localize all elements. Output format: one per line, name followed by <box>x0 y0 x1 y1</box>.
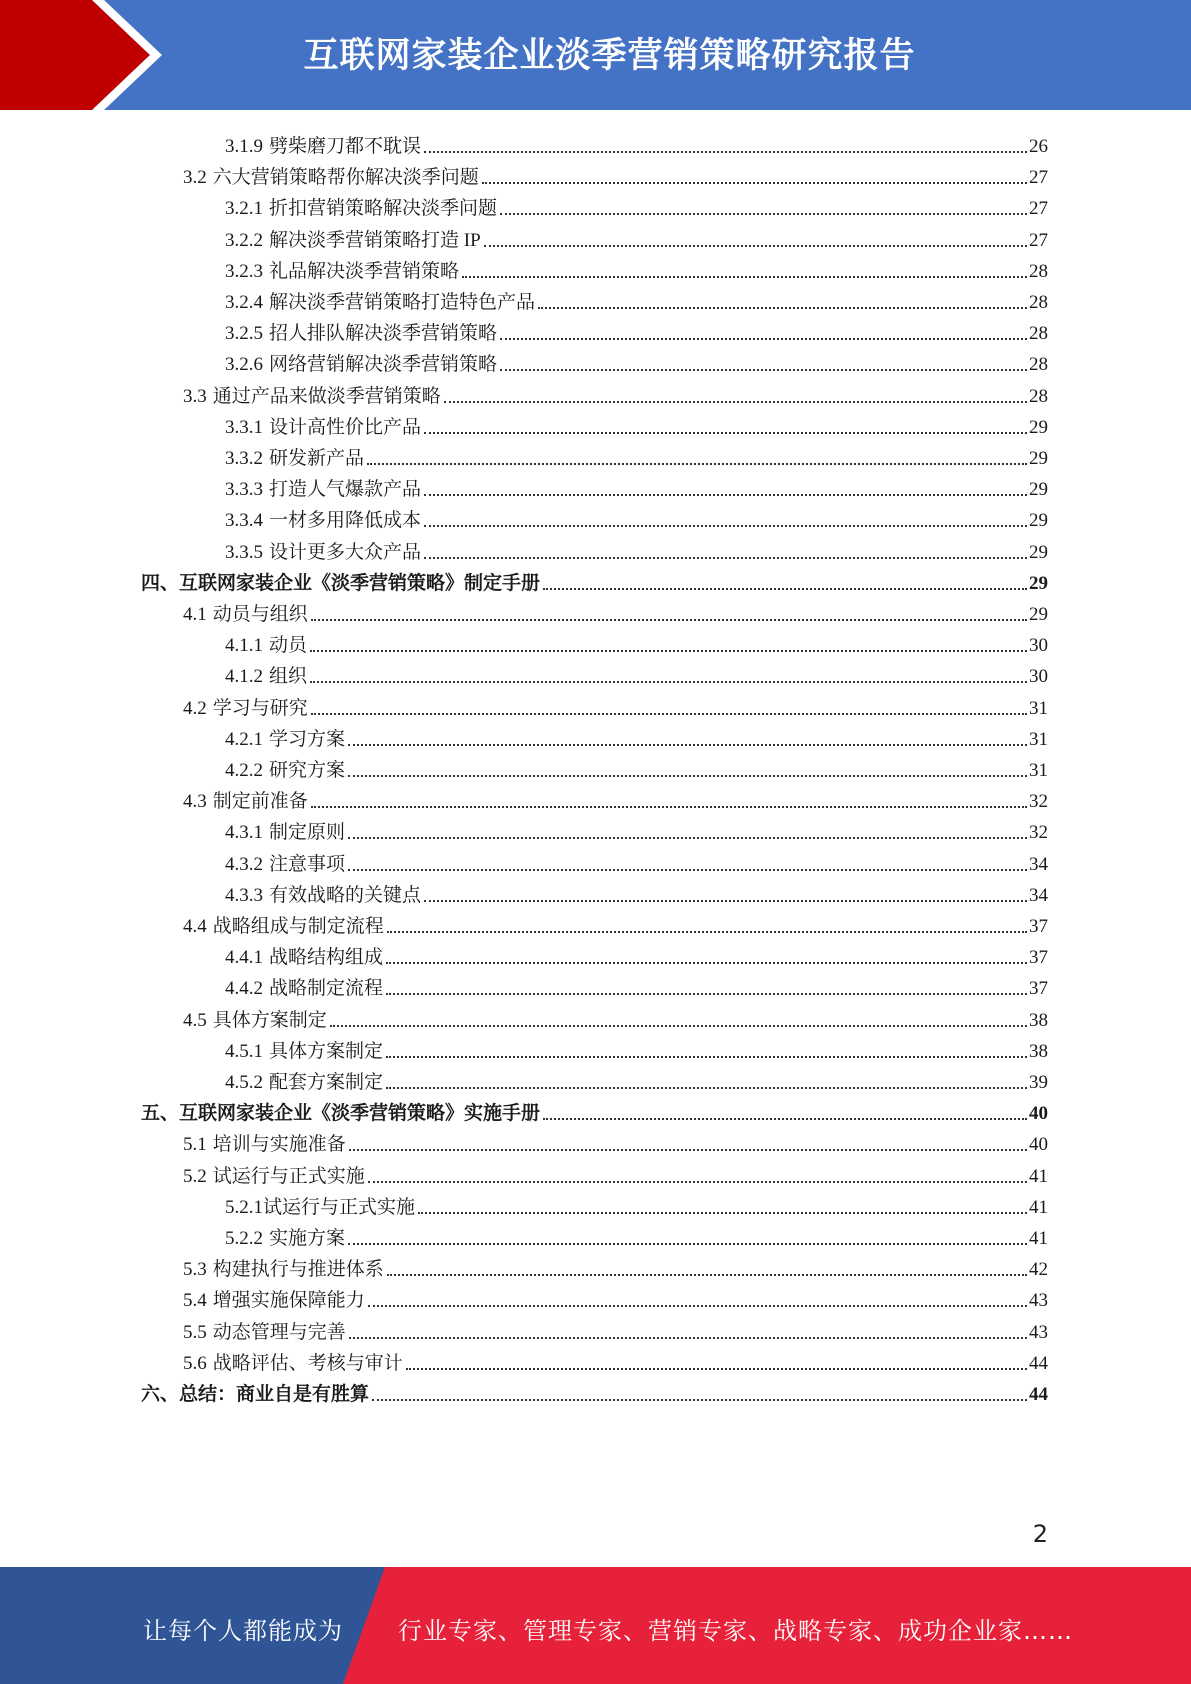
toc-entry-title: 研发新产品 <box>269 448 365 469</box>
toc-entry-page: 29 <box>1029 448 1048 469</box>
toc-entry[interactable] <box>225 1032 1048 1063</box>
toc-entry-number: 4.4 <box>183 916 207 937</box>
toc-entry[interactable] <box>141 1094 1048 1125</box>
toc-entry[interactable] <box>183 1281 1048 1312</box>
toc-entry-title: 打造人气爆款产品 <box>269 479 422 501</box>
toc-entry-page: 29 <box>1029 479 1048 501</box>
toc-entry[interactable] <box>225 1063 1048 1094</box>
toc-entry-number: 3.1.9 <box>225 136 263 157</box>
toc-entry-number: 3.3.5 <box>225 541 263 563</box>
toc-entry[interactable] <box>183 595 1048 626</box>
toc-entry-number: 4.3.1 <box>225 822 263 844</box>
toc-entry-number: 4.3 <box>183 791 207 813</box>
toc-dot-leader <box>372 1399 1027 1401</box>
toc-entry-page: 26 <box>1029 136 1048 157</box>
toc-entry-number: 5.2.2 <box>225 1228 263 1249</box>
page-header <box>0 0 1191 110</box>
toc-dot-leader <box>462 276 1027 278</box>
header-title: 互联网家装企业淡季营销策略研究报告 <box>303 36 916 76</box>
toc-entry-page: 34 <box>1029 853 1048 875</box>
toc-entry[interactable] <box>225 969 1048 1000</box>
toc-entry-page: 29 <box>1029 604 1048 625</box>
toc-dot-leader <box>349 1149 1027 1151</box>
toc-entry[interactable] <box>225 408 1048 439</box>
toc-entry-number: 5.3 <box>183 1259 207 1281</box>
toc-entry[interactable] <box>225 720 1048 751</box>
toc-entry-title: 战略组成与制定流程 <box>212 916 384 937</box>
toc-entry-title: 六大营销策略帮你解决淡季问题 <box>212 167 479 189</box>
toc-entry-number: 4.5 <box>183 1009 207 1031</box>
toc-dot-leader <box>424 525 1027 527</box>
toc-entry[interactable] <box>183 1250 1048 1281</box>
toc-entry-title: 制定前准备 <box>212 791 308 813</box>
toc-entry[interactable] <box>225 252 1048 283</box>
toc-entry[interactable] <box>183 1001 1048 1032</box>
toc-entry-page: 42 <box>1029 1259 1048 1281</box>
toc-dot-leader <box>386 1056 1027 1058</box>
toc-dot-leader <box>406 1368 1027 1370</box>
toc-entry[interactable] <box>183 1313 1048 1344</box>
toc-dot-leader <box>387 931 1027 933</box>
toc-dot-leader <box>424 900 1027 902</box>
toc-entry-number: 5.1 <box>183 1134 207 1156</box>
toc-entry-number: 5.4 <box>183 1290 207 1312</box>
toc-entry-title: 试运行与正式实施 <box>263 1196 416 1218</box>
toc-entry-number: 4.2 <box>183 697 207 719</box>
toc-entry-number: 4.3.3 <box>225 884 263 906</box>
toc-entry-title: 动员与组织 <box>212 604 308 625</box>
toc-entry-number: 3.3.4 <box>225 510 263 532</box>
toc-dot-leader <box>482 182 1027 184</box>
toc-entry-page: 32 <box>1029 791 1048 813</box>
toc-dot-leader <box>367 463 1027 465</box>
toc-entry-title: 制定原则 <box>269 822 346 844</box>
toc-entry-number: 3.3.3 <box>225 479 263 501</box>
toc-entry-page: 40 <box>1029 1134 1048 1156</box>
toc-entry-title: 一材多用降低成本 <box>269 510 422 532</box>
toc-entry-title: 具体方案制定 <box>212 1009 327 1031</box>
toc-entry[interactable] <box>183 377 1048 408</box>
toc-entry-number: 3.2.2 <box>225 229 263 251</box>
toc-entry-page: 40 <box>1029 1103 1048 1125</box>
toc-entry-title: 学习与研究 <box>212 697 308 719</box>
toc-entry-title: 有效战略的关键点 <box>269 884 422 906</box>
toc-entry-page: 30 <box>1029 666 1048 688</box>
toc-dot-leader <box>500 369 1027 371</box>
toc-dot-leader <box>424 557 1027 559</box>
toc-entry-title: 研究方案 <box>269 760 346 781</box>
page-footer <box>0 1567 1191 1684</box>
toc-dot-leader <box>386 993 1027 995</box>
toc-entry-page: 44 <box>1029 1384 1048 1405</box>
toc-entry-number: 4.4.2 <box>225 978 263 1000</box>
toc-entry-page: 41 <box>1029 1196 1048 1218</box>
toc-entry-title: 礼品解决淡季营销策略 <box>269 260 460 282</box>
toc-entry-title: 折扣营销策略解决淡季问题 <box>269 198 498 220</box>
toc-entry[interactable] <box>141 1375 1048 1406</box>
toc-entry-title: 战略评估、考核与审计 <box>212 1352 403 1374</box>
toc-entry-page: 32 <box>1029 822 1048 844</box>
toc-entry[interactable] <box>183 782 1048 813</box>
toc-entry-number: 3.2.3 <box>225 260 263 282</box>
toc-entry-page: 37 <box>1029 916 1048 937</box>
toc-entry-title: 构建执行与推进体系 <box>212 1259 384 1281</box>
toc-dot-leader <box>311 713 1027 715</box>
toc-entry[interactable] <box>225 626 1048 657</box>
toc-dot-leader <box>368 1181 1027 1183</box>
toc-entry-page: 27 <box>1029 198 1048 220</box>
toc-entry-number: 3.2 <box>183 167 207 189</box>
toc-entry-title: 四、互联网家装企业《淡季营销策略》制定手册 <box>141 572 541 594</box>
toc-entry[interactable] <box>225 1188 1048 1219</box>
toc-entry-page: 28 <box>1029 385 1048 407</box>
toc-entry-page: 34 <box>1029 884 1048 906</box>
toc-dot-leader <box>543 588 1027 590</box>
toc-entry-page: 29 <box>1029 541 1048 563</box>
toc-entry-page: 28 <box>1029 323 1048 345</box>
toc-entry-page: 43 <box>1029 1290 1048 1312</box>
toc-dot-leader <box>386 962 1027 964</box>
toc-entry-page: 29 <box>1029 572 1048 594</box>
toc-dot-leader <box>348 837 1027 839</box>
toc-entry[interactable] <box>225 345 1048 376</box>
toc-entry[interactable] <box>225 657 1048 688</box>
toc-entry[interactable] <box>225 189 1048 220</box>
toc-entry-title: 战略结构组成 <box>269 947 384 969</box>
toc-entry-page: 43 <box>1029 1321 1048 1343</box>
toc-entry-page: 31 <box>1029 760 1048 781</box>
toc-dot-leader <box>348 1243 1027 1245</box>
toc-entry[interactable] <box>225 314 1048 345</box>
toc-dot-leader <box>424 432 1027 434</box>
toc-entry-page: 31 <box>1029 728 1048 750</box>
toc-entry-title: 具体方案制定 <box>269 1040 384 1062</box>
footer-slogan-right: 行业专家、管理专家、营销专家、战略专家、成功企业家…… <box>398 1617 1073 1645</box>
toc-dot-leader <box>444 401 1027 403</box>
toc-entry-number: 5.5 <box>183 1321 207 1343</box>
toc-entry[interactable] <box>183 907 1048 938</box>
toc-entry[interactable] <box>183 158 1048 189</box>
toc-entry[interactable] <box>225 533 1048 564</box>
toc-entry-number: 5.2.1 <box>225 1196 263 1218</box>
toc-entry-page: 29 <box>1029 510 1048 532</box>
toc-entry[interactable] <box>225 938 1048 969</box>
toc-entry-page: 39 <box>1029 1072 1048 1093</box>
toc-dot-leader <box>424 494 1027 496</box>
toc-entry-page: 28 <box>1029 292 1048 313</box>
toc-entry-title: 学习方案 <box>269 728 346 750</box>
toc-entry-number: 5.6 <box>183 1352 207 1374</box>
toc-entry-title: 组织 <box>269 666 308 688</box>
toc-dot-leader <box>387 1274 1027 1276</box>
toc-entry-title: 实施方案 <box>269 1228 346 1249</box>
toc-entry[interactable] <box>183 1157 1048 1188</box>
toc-entry-number: 3.2.5 <box>225 323 263 345</box>
toc-entry-number: 4.4.1 <box>225 947 263 969</box>
toc-entry-number: 3.3 <box>183 385 207 407</box>
toc-entry-title: 解决淡季营销策略打造特色产品 <box>269 292 536 313</box>
toc-entry-title: 战略制定流程 <box>269 978 384 1000</box>
page-number: 2 <box>1032 1520 1048 1548</box>
toc-entry-number: 3.3.2 <box>225 448 263 469</box>
toc-entry[interactable] <box>225 876 1048 907</box>
toc-dot-leader <box>543 1118 1027 1120</box>
toc-entry-number: 4.2.1 <box>225 728 263 750</box>
toc-entry-title: 培训与实施准备 <box>212 1134 346 1156</box>
toc-entry[interactable] <box>225 221 1048 252</box>
toc-entry-number: 5.2 <box>183 1165 207 1187</box>
toc-entry-title: 解决淡季营销策略打造 IP <box>269 229 481 251</box>
toc-entry-title: 试运行与正式实施 <box>212 1165 365 1187</box>
toc-entry-title: 网络营销解决淡季营销策略 <box>269 354 498 376</box>
toc-entry-number: 3.2.4 <box>225 292 263 313</box>
toc-dot-leader <box>310 681 1027 683</box>
toc-entry-title: 配套方案制定 <box>269 1072 384 1093</box>
toc-entry-page: 27 <box>1029 229 1048 251</box>
toc-entry-title: 五、互联网家装企业《淡季营销策略》实施手册 <box>141 1103 541 1125</box>
toc-entry-title: 动员 <box>269 635 308 657</box>
toc-entry-page: 28 <box>1029 260 1048 282</box>
footer-slogan-left: 让每个人都能成为 <box>143 1617 343 1645</box>
toc-entry-number: 4.5.1 <box>225 1040 263 1062</box>
toc-entry[interactable] <box>225 127 1048 158</box>
toc-dot-leader <box>424 151 1027 153</box>
toc-dot-leader <box>368 1305 1027 1307</box>
toc-entry-title: 六、总结：商业自是有胜算 <box>141 1384 370 1405</box>
toc-entry-title: 设计更多大众产品 <box>269 541 422 563</box>
toc-entry-title: 招人排队解决淡季营销策略 <box>269 323 498 345</box>
toc-entry-page: 41 <box>1029 1165 1048 1187</box>
toc-entry[interactable] <box>225 813 1048 844</box>
toc-entry-page: 28 <box>1029 354 1048 376</box>
toc-dot-leader <box>311 619 1027 621</box>
toc-entry-number: 4.1 <box>183 604 207 625</box>
toc-entry-page: 37 <box>1029 947 1048 969</box>
toc-dot-leader <box>348 869 1027 871</box>
toc-dot-leader <box>386 1087 1027 1089</box>
toc-entry-title: 设计高性价比产品 <box>269 416 422 438</box>
toc-dot-leader <box>418 1212 1027 1214</box>
toc-entry-page: 29 <box>1029 416 1048 438</box>
toc-entry-page: 31 <box>1029 697 1048 719</box>
toc-entry-page: 41 <box>1029 1228 1048 1249</box>
toc-dot-leader <box>538 307 1027 309</box>
toc-entry-page: 38 <box>1029 1040 1048 1062</box>
toc-dot-leader <box>330 1025 1027 1027</box>
toc-entry-number: 4.1.1 <box>225 635 263 657</box>
toc-dot-leader <box>348 744 1027 746</box>
toc-dot-leader <box>500 338 1027 340</box>
toc-entry-title: 劈柴磨刀都不耽误 <box>269 136 422 157</box>
toc-entry-page: 44 <box>1029 1352 1048 1374</box>
toc-entry[interactable] <box>225 751 1048 782</box>
toc-entry[interactable] <box>183 1125 1048 1156</box>
toc-entry[interactable] <box>141 564 1048 595</box>
toc-entry-number: 4.5.2 <box>225 1072 263 1093</box>
toc-entry[interactable] <box>183 689 1048 720</box>
toc-entry[interactable] <box>225 470 1048 501</box>
toc-entry[interactable] <box>183 1344 1048 1375</box>
toc-dot-leader <box>310 650 1027 652</box>
toc-entry-number: 3.2.6 <box>225 354 263 376</box>
toc-entry-number: 4.3.2 <box>225 853 263 875</box>
toc-entry-page: 37 <box>1029 978 1048 1000</box>
toc-entry[interactable] <box>225 1219 1048 1250</box>
toc-entry-page: 30 <box>1029 635 1048 657</box>
toc-entry-number: 3.3.1 <box>225 416 263 438</box>
toc-dot-leader <box>348 775 1027 777</box>
toc-entry-title: 通过产品来做淡季营销策略 <box>212 385 441 407</box>
toc-entry[interactable] <box>225 439 1048 470</box>
toc-dot-leader <box>311 806 1027 808</box>
toc-dot-leader <box>500 213 1027 215</box>
toc-dot-leader <box>484 245 1027 247</box>
toc-entry[interactable] <box>225 501 1048 532</box>
toc-entry-title: 增强实施保障能力 <box>212 1290 365 1312</box>
toc-entry-page: 38 <box>1029 1009 1048 1031</box>
toc-entry[interactable] <box>225 283 1048 314</box>
toc-entry[interactable] <box>225 845 1048 876</box>
toc-entry-title: 注意事项 <box>269 853 346 875</box>
toc-dot-leader <box>349 1337 1027 1339</box>
toc-entry-number: 3.2.1 <box>225 198 263 220</box>
toc-entry-number: 4.2.2 <box>225 760 263 781</box>
toc-entry-number: 4.1.2 <box>225 666 263 688</box>
toc-entry-page: 27 <box>1029 167 1048 189</box>
toc-entry-title: 动态管理与完善 <box>212 1321 346 1343</box>
